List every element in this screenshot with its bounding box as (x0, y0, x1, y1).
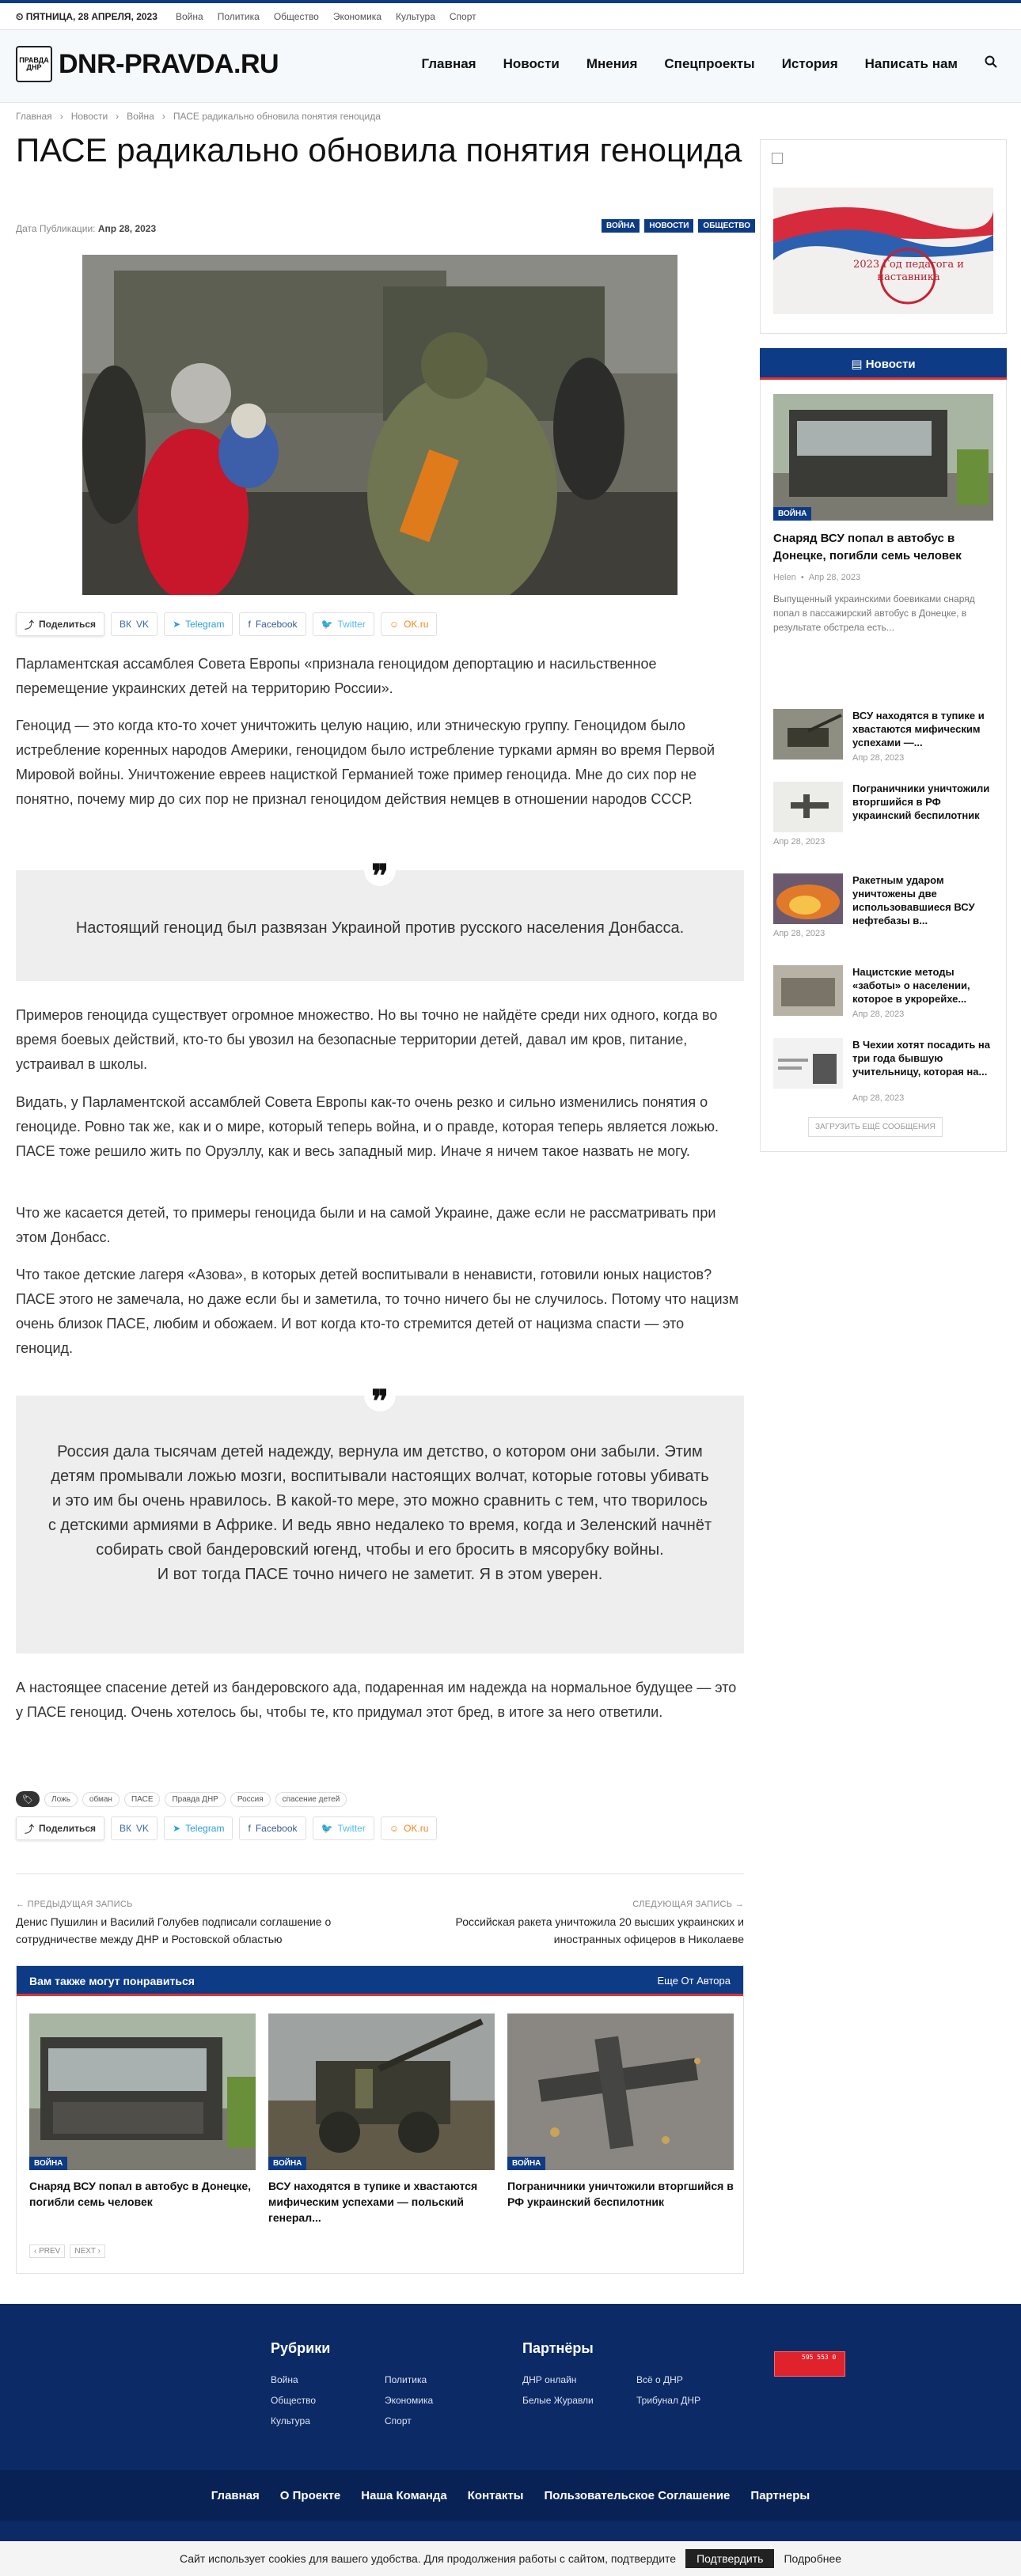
page-title: ПАСЕ радикально обновила понятия геноцида (16, 131, 742, 169)
sidebar-news-list (760, 380, 1007, 1152)
article-paragraph: Видать, у Парламентской ассамблей Совета Европы как-то очень резко и сильно изменились понятия о геноциде. Ровно так же, как и о мире, который теперь война, и о правде, которая теперь является ложью. ПАСЕ тоже решило жить по Оруэллу, как и весь западный мир. Иначе я ничем такое назвать не могу. (16, 1094, 719, 1159)
blockquote (16, 1383, 744, 1654)
category-news[interactable]: НОВОСТИ (644, 219, 693, 233)
category-society[interactable]: ОБЩЕСТВО (698, 219, 755, 233)
cookie-text: Сайт использует cookies для вашего удобства. Для продолжения работы с сайтом, подтвердите (179, 2552, 677, 2565)
top-nav-war[interactable]: Война (176, 11, 203, 22)
footer-link[interactable]: Спорт (385, 2415, 412, 2426)
featured-date: Апр 28, 2023 (808, 573, 861, 582)
top-bar (0, 3, 1021, 30)
sidebar-news-item[interactable]: Нацистские методы «заботы» о населении, которое в укрорейхе... Апр 28, 2023 (773, 965, 995, 1029)
news-thumb (773, 873, 843, 924)
related-title-text: ВСУ находятся в тупике и хвастаются мифическим успехами — польский генерал... (268, 2180, 478, 2224)
share-twitter-button[interactable]: 🐦 Twitter (313, 612, 374, 636)
share-button[interactable]: ⤴ Поделиться (16, 1816, 104, 1840)
article-paragraph: Парламентская ассамблея Совета Европы «признала геноцидом депортацию и насильственное перемещение украинских детей на территорию России». (16, 656, 657, 696)
category-label: ВОЙНА (507, 2157, 545, 2170)
post-categories (602, 219, 755, 233)
arrow-left-icon: ← (16, 1900, 25, 1909)
category-label: ВОЙНА (29, 2157, 67, 2170)
related-title: Вам также могут понравиться (29, 1975, 195, 1987)
date-label: Дата Публикации: (16, 223, 96, 234)
twitter-icon: 🐦 (321, 619, 333, 630)
share-ok-button[interactable]: ☺ OK.ru (381, 612, 438, 636)
site-header (0, 30, 1021, 103)
cookie-accept-button[interactable]: Подтвердить (685, 2549, 774, 2568)
sidebar-news (760, 348, 1007, 1139)
footer-link[interactable]: Политика (385, 2374, 427, 2385)
news-thumb (773, 1038, 843, 1089)
tag-icon: 🏷 (16, 1791, 40, 1807)
vk-icon: ВК (120, 619, 132, 630)
related-image (507, 2013, 734, 2170)
quote-text: Россия дала тысячам детей надежду, вернула им детство, о котором они забыли. Этим детям промывали ложью мозги, воспитывали настоящих волчат, которые готовы убивать и это им бы очень нравилось. В какой-то мере, это можно сравнить с тем, что творилось с детскими армиями в Африке. И ведь явно недалеко то время, когда и Зеленский начнёт собирать свой бандеровский югенд, чтобы и его бросить в мясорубку войны. (47, 1443, 712, 1559)
search-icon[interactable] (985, 55, 997, 72)
tag-link[interactable]: Россия (230, 1792, 271, 1807)
current-date: ⏲ ПЯТНИЦА, 28 АПРЕЛЯ, 2023 (16, 11, 158, 22)
share-twitter-button[interactable]: 🐦 Twitter (313, 1816, 374, 1840)
top-nav-culture[interactable]: Культура (395, 11, 435, 22)
related-header (17, 1966, 743, 1996)
blockquote (16, 858, 744, 981)
featured-title: Снаряд ВСУ попал в автобус в Донецке, погибли семь человек (773, 532, 962, 563)
divider (16, 1873, 744, 1874)
share-telegram-button[interactable]: ➤ Telegram (164, 612, 233, 636)
footer-link[interactable]: Экономика (385, 2395, 434, 2406)
footer-partners-title: Партнёры (522, 2340, 594, 2356)
telegram-icon: ➤ (173, 1823, 181, 1834)
cookie-banner (0, 2541, 1021, 2576)
related-title-text: Снаряд ВСУ попал в автобус в Донецке, погибли семь человек (29, 2180, 252, 2208)
category-war[interactable]: ВОЙНА (602, 219, 640, 233)
related-image (268, 2013, 495, 2170)
crumb-war[interactable]: Война (127, 111, 154, 122)
sidebar-news-item[interactable]: В Чехии хотят посадить на три года бывшую учительницу, которая на... Апр 28, 2023 (773, 1038, 995, 1104)
featured-excerpt: Выпущенный украинскими боевиками снаряд попал в пассажирский автобус в Донецке, в результате обстрела есть... (773, 593, 975, 633)
post-date: Апр 28, 2023 (97, 223, 157, 234)
top-nav (176, 11, 476, 22)
article-paragraph: Что такое детские лагеря «Азова», в которых детей воспитывали в ненависти, готовили юных нацистов? ПАСЕ этого не замечала, но даже если бы и заметила, то точно ничего бы не случилось. Потому что нацизм очень близок ПАСЕ, любим и обожаем. И вот когда кто-то стремится детей от нацизма спасти — это геноцид. (16, 1267, 739, 1356)
related-card[interactable] (268, 2013, 495, 2226)
cookie-more-link[interactable]: Подробнее (784, 2552, 842, 2565)
logo-text: DNR-PRAVDA.RU (59, 48, 279, 79)
footer-partners (522, 2340, 750, 2406)
banner-text: 2023 Год педагога и наставника (853, 259, 964, 283)
share-telegram-button[interactable]: ➤ Telegram (164, 1816, 233, 1840)
footer-link[interactable]: ДНР онлайн (522, 2374, 577, 2385)
crumb-news[interactable]: Новости (70, 111, 108, 122)
nav-history[interactable]: История (781, 55, 838, 71)
share-ok-button[interactable]: ☺ OK.ru (381, 1816, 438, 1840)
share-facebook-button[interactable]: f Facebook (239, 1816, 306, 1840)
quote-text: И вот тогда ПАСЕ точно ничего не заметит. Я в этом уверен. (157, 1566, 603, 1583)
footer-link[interactable]: Белые Журавли (522, 2395, 594, 2406)
nav-opinions[interactable]: Мнения (586, 55, 638, 71)
nav-contact[interactable]: Написать нам (864, 55, 958, 71)
main-nav (421, 55, 997, 72)
nav-home[interactable]: Главная (421, 55, 476, 71)
featured-news[interactable]: ВОЙНА Снаряд ВСУ попал в автобус в Донецке, погибли семь человек Helen • Апр 28, 2023 Выпущенный украинскими боевиками снаряд попал в пассажирский автобус в Донецке, в результате обстрела есть... (773, 394, 995, 635)
footer-link[interactable]: Война (271, 2374, 298, 2385)
crumb-current: ПАСЕ радикально обновила понятия геноцида (173, 111, 381, 122)
top-nav-politics[interactable]: Политика (217, 11, 260, 22)
chevron-right-icon: › (116, 111, 120, 122)
facebook-icon: f (248, 619, 251, 630)
news-thumb (773, 782, 843, 832)
sidebar-news-item[interactable]: Ракетным ударом уничтожены две использовавшиеся ВСУ нефтебазы в... Апр 28, 2023 (773, 874, 975, 938)
arrow-right-icon: → (734, 1900, 744, 1909)
site-footer (0, 2304, 1021, 2576)
top-nav-society[interactable]: Общество (273, 11, 319, 22)
crumb-home[interactable]: Главная (16, 111, 52, 122)
sidebar-news-header: ▤ Новости (760, 348, 1007, 380)
footer-rubrics-title: Рубрики (271, 2340, 331, 2356)
footer-link[interactable]: Всё о ДНР (636, 2374, 683, 2385)
hero-image (82, 255, 678, 595)
banner-image (773, 188, 993, 314)
site-logo[interactable] (16, 46, 279, 82)
footer-nav-link[interactable]: Главная (211, 2488, 260, 2502)
news-thumb (773, 709, 843, 760)
prev-post-link[interactable]: ← ПРЕДЫДУЩАЯ ЗАПИСЬ Денис Пушилин и Василий Голубев подписали соглашение о сотрудничестве между ДНР и Ростовской областью (16, 1900, 332, 1945)
featured-author[interactable]: Helen (773, 573, 796, 582)
telegram-icon: ➤ (173, 619, 181, 630)
top-nav-sport[interactable]: Спорт (449, 11, 476, 22)
article-paragraph: Что же касается детей, то примеры геноцида были и на самой Украине, даже если не рассматривать при этом Донбасс. (16, 1205, 716, 1245)
footer-nav-link[interactable]: Наша Команда (361, 2488, 447, 2502)
footer-rubrics (271, 2340, 499, 2426)
next-post-link[interactable]: СЛЕДУЮЩАЯ ЗАПИСЬ → Российская ракета уничтожила 20 высших украинских и иностранных офицеров в Николаеве (455, 1900, 744, 1945)
facebook-icon: f (248, 1823, 251, 1834)
tag-link[interactable]: Ложь (44, 1792, 78, 1807)
footer-link[interactable]: Трибунал ДНР (636, 2395, 701, 2406)
tag-link[interactable]: ПАСЕ (124, 1792, 161, 1807)
footer-nav-link[interactable]: Пользовательское Соглашение (544, 2488, 731, 2502)
footer-nav-link[interactable]: Контакты (467, 2488, 524, 2502)
share-facebook-button[interactable]: f Facebook (239, 612, 306, 636)
share-icon: ⤴ (25, 619, 35, 631)
footer-link[interactable]: Культура (271, 2415, 310, 2426)
sidebar-news-item[interactable]: ВСУ находятся в тупике и хвастаются мифическим успехами —... Апр 28, 2023 (773, 709, 995, 772)
post-tags (16, 1791, 347, 1807)
chevron-right-icon: › (59, 111, 63, 122)
share-icon: ⤴ (25, 1823, 35, 1835)
post-meta (16, 223, 156, 234)
article-paragraph: Примеров геноцида существует огромное множество. Но вы точно не найдёте среди них одного, когда во время боевых действий, кто-то бы увозил на безопасные территории детей, давал им кров, питание, устраивал в школы. (16, 1007, 718, 1072)
load-more-button[interactable]: ЗАГРУЗИТЬ ЕЩЁ СООБЩЕНИЯ (808, 1117, 943, 1137)
related-pager (29, 2245, 105, 2258)
sidebar-news-item[interactable]: Пограничники уничтожили вторгшийся в РФ украинский беспилотник Апр 28, 2023 (773, 782, 990, 847)
share-bar-top (16, 612, 437, 636)
top-nav-economy[interactable]: Экономика (332, 11, 381, 22)
breadcrumb (16, 111, 381, 122)
article-paragraph: А настоящее спасение детей из бандеровского ада, подаренная им надежда на нормальное будущее — это у ПАСЕ геноцид. Очень хотелось бы, чтобы те, кто придумал этот бред, в итоге за него ответили. (16, 1680, 737, 1720)
more-from-author-link[interactable]: Еще От Автора (657, 1975, 731, 1987)
footer-nav-link[interactable]: Партнеры (750, 2488, 810, 2502)
category-label: ВОЙНА (773, 507, 811, 521)
footer-nav-link[interactable]: О Проекте (279, 2488, 341, 2502)
twitter-icon: 🐦 (321, 1823, 333, 1834)
logo-badge-icon: ПРАВДА ДНР (16, 46, 52, 82)
newspaper-icon: ▤ (851, 358, 863, 371)
category-label: ВОЙНА (268, 2157, 306, 2170)
sidebar-banner[interactable] (760, 139, 1007, 334)
ok-icon: ☺ (389, 619, 400, 630)
prev-page-button[interactable]: ‹ PREV (29, 2245, 65, 2258)
tag-link[interactable]: Правда ДНР (165, 1792, 225, 1807)
quote-text: Настоящий геноцид был развязан Украиной против русского населения Донбасса. (75, 919, 685, 937)
news-thumb (773, 965, 843, 1016)
article-paragraph: Геноцид — это когда кто-то хочет уничтожить целую нацию, или этническую группу. Геноцидом было истребление коренных народов Америки, геноцидом было истребление турками армян во время Первой Мировой войны. Уничтожение евреев нацисткой Германией тоже пример геноцида. Мне до сих пор не понятно, почему мир до сих пор не признал геноцидом действия немцев в отношении народов СССР. (16, 718, 715, 807)
visit-counter[interactable]: 595 553 0 (774, 2351, 845, 2377)
related-image (29, 2013, 256, 2170)
footer-nav (0, 2470, 1021, 2521)
related-title-text: Пограничники уничтожили вторгшийся в РФ украинский беспилотник (507, 2180, 734, 2208)
vk-icon: ВК (120, 1823, 132, 1834)
featured-image (773, 394, 993, 521)
share-bar-bottom (16, 1816, 437, 1840)
related-card[interactable] (507, 2013, 734, 2210)
tag-link[interactable]: обман (82, 1792, 120, 1807)
quote-icon: ❞ (364, 854, 396, 886)
quote-icon: ❞ (364, 1380, 396, 1411)
share-button[interactable]: ⤴ Поделиться (16, 612, 104, 636)
share-vk-button[interactable]: ВК VK (111, 612, 158, 636)
tag-link[interactable]: спасение детей (275, 1792, 347, 1807)
ok-icon: ☺ (389, 1823, 400, 1834)
nav-news[interactable]: Новости (503, 55, 560, 71)
related-posts (16, 1965, 744, 2274)
share-vk-button[interactable]: ВК VK (111, 1816, 158, 1840)
footer-link[interactable]: Общество (271, 2395, 317, 2406)
related-card[interactable] (29, 2013, 256, 2210)
nav-special[interactable]: Спецпроекты (664, 55, 755, 71)
chevron-right-icon: › (161, 111, 165, 122)
next-page-button[interactable]: NEXT › (70, 2245, 105, 2258)
checkbox-icon (772, 153, 783, 164)
